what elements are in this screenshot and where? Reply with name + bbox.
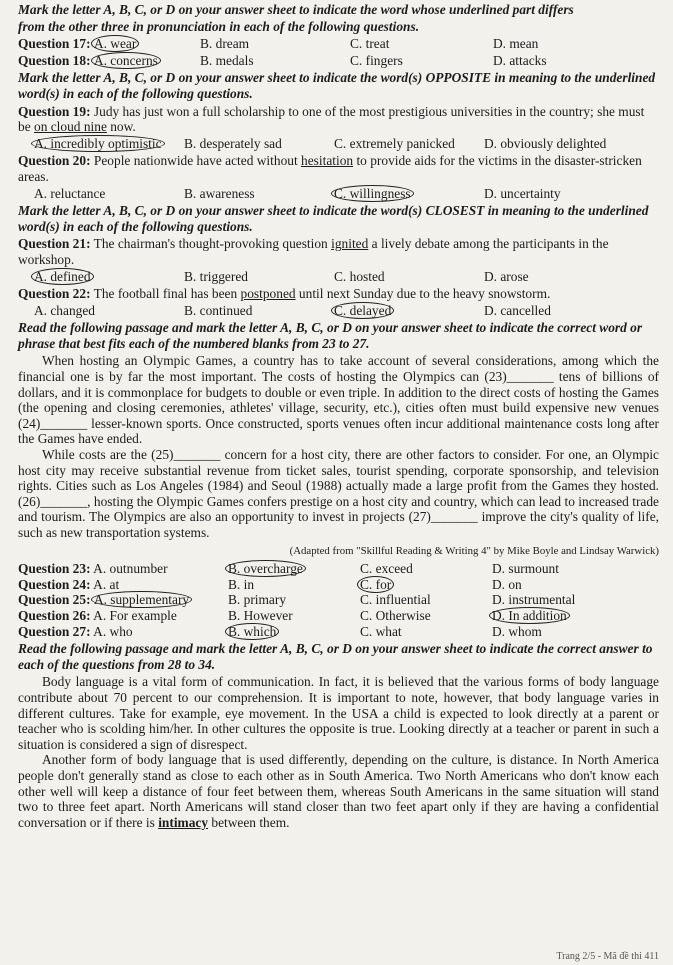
q19-label: Question 19: [18,103,91,119]
q22-option-c[interactable]: C. delayed [331,302,394,319]
instruction-pronunciation-top: Mark the letter A, B, C, or D on your answer sheet to indicate the word whose underlined part differs [18,2,574,17]
q19-options [18,136,659,152]
q27-option-d[interactable]: D. whom [492,623,542,639]
q27-label: Question 27: [18,623,91,639]
q20-label: Question 20: [18,153,91,169]
q25-option-d[interactable]: D. instrumental [492,592,576,608]
q20-option-b[interactable]: B. awareness [184,185,255,201]
q20-option-c[interactable]: C. willingness [331,185,414,202]
q18-option-a[interactable]: A. concerns [91,52,161,69]
q21-underlined: ignited [331,236,369,252]
passage-2-paragraph-2-post: between them. [208,814,290,830]
page-footer: Trang 2/5 - Mã đề thi 411 [556,951,659,963]
q26-option-a[interactable]: A. For example [93,607,177,623]
q18-option-b[interactable]: B. medals [200,52,254,68]
instruction-pronunciation-cont: from the other three in pronunciation in each of the following questions. [18,18,420,34]
q25-label: Question 25: [18,592,91,608]
q22-option-b[interactable]: B. continued [184,302,253,318]
answer-grid-23-27 [18,561,659,639]
q26-option-b[interactable]: B. However [228,607,293,623]
question-20 [18,153,659,184]
q24-label: Question 24: [18,576,91,592]
passage-2-paragraph-2 [18,752,659,830]
question-22 [18,286,659,302]
q17-option-b[interactable]: B. dream [200,36,250,52]
q23-option-a[interactable]: A. outnumber [93,561,168,577]
q19-option-b[interactable]: B. desperately sad [184,135,282,151]
question-17 [18,36,659,52]
q21-stem-pre: The chairman's thought-provoking question [93,236,332,252]
q21-option-c[interactable]: C. hosted [334,268,385,284]
q19-option-a[interactable]: A. incredibly optimistic [31,135,165,152]
q24-option-c[interactable]: C. for [357,576,394,593]
q20-stem-pre: People nationwide have acted without [93,153,302,169]
q24-option-b[interactable]: B. in [228,576,255,592]
passage-2-paragraph-1: Body language is a vital form of communication. In fact, it is believed that the various forms of body language contribute about 70 percent to our comprehension. It is important to note, however, that body language varies in different cultures. Take for example, eye movement. In the USA a child is expected to look directly at a parent or teacher who is scolding him/her. In other cultures the opposite is true. Looking directly at a teacher or parent in such a situation is considered a sign of disrespect. [18,674,659,752]
q25-option-c[interactable]: C. influential [360,592,431,608]
q22-options [18,303,659,319]
q25-option-a[interactable]: A. supplementary [91,591,192,608]
q26-option-c[interactable]: C. Otherwise [360,607,431,623]
q20-option-a[interactable]: A. reluctance [34,185,106,201]
q22-stem-pre: The football final has been [93,286,241,302]
q23-option-b[interactable]: B. overcharge [225,560,306,577]
instruction-opposite: Mark the letter A, B, C, or D on your answer sheet to indicate the word(s) OPPOSITE in meaning to the underlined word(s) in each of the following questions. [18,70,656,101]
passage-1-paragraph-2: While costs are the (25)_______ concern for a host city, there are other factors to consider. For one, an Olympic host city may receive substantial revenue from ticket sales, tourist spending, corporate sponsorship, and television rights. Cities such as Los Angeles (1984) and Seoul (1988) actually made a large profit from the Games they hosted. (26)_______, hosting the Olympic Games confers prestige on a host city and country, which can lead to increased trade and tourism. The Olympics are also an opportunity to invest in projects (27)_______ improve the city's quality of life, such as new transportation systems. [18,447,659,540]
question-18 [18,53,659,69]
q19-underlined: on cloud nine [34,119,107,135]
instruction-passage-1: Read the following passage and mark the letter A, B, C, or D on your answer sheet to indicate the correct word or phrase that best fits each of the numbered blanks from 23 to 27. [18,320,643,351]
q25-option-b[interactable]: B. primary [228,592,287,608]
q26-label: Question 26: [18,607,91,623]
q18-option-c[interactable]: C. fingers [350,52,403,68]
q24-option-d[interactable]: D. on [492,576,522,592]
q21-options [18,269,659,285]
q21-stem-post: a lively debate among the participants in the workshop. [18,236,609,267]
q18-option-d[interactable]: D. attacks [493,52,547,68]
q19-stem-pre: Judy has just won a full scholarship to one of the most prestigious universities in the country; she must be [18,103,645,135]
q27-option-c[interactable]: C. what [360,623,402,639]
passage-2-underlined-intimacy: intimacy [158,814,209,830]
q19-option-d[interactable]: D. obviously delighted [484,135,607,151]
q24-option-a[interactable]: A. at [93,576,120,592]
q22-label: Question 22: [18,286,91,302]
instruction-passage-2: Read the following passage and mark the letter A, B, C, or D on your answer sheet to indicate the correct answer to each of the questions from 28 to 34. [18,641,653,672]
q20-underlined: hesitation [301,153,354,169]
question-21 [18,236,659,267]
q19-stem-post: now. [106,119,136,135]
q22-option-a[interactable]: A. changed [34,302,95,318]
q21-option-b[interactable]: B. triggered [184,268,248,284]
q20-stem-post: to provide aids for the victims in the disaster-stricken areas. [18,153,642,184]
q23-option-d[interactable]: D. surmount [492,561,559,577]
q19-option-c[interactable]: C. extremely panicked [334,135,455,151]
q21-option-a[interactable]: A. defined [31,268,94,285]
q18-label: Question 18: [18,52,91,68]
q22-option-d[interactable]: D. cancelled [484,302,551,318]
question-19 [18,104,659,135]
passage-1-paragraph-1: When hosting an Olympic Games, a country has to take account of several considerations, among which the financial one is by far the most important. The costs of hosting the Olympics can (23)_______ tens of billions of dollars, and it is commonplace for budgets to double or even triple. In addition to the direct costs of hosting the Games (the opening and closing ceremonies, athletes' village, security, etc.), cities often must build expensive new venues (24)_______ lesser-known sports. Once constructed, sports venues often incur additional maintenance costs long after the Games have ended. [18,353,659,447]
q23-label: Question 23: [18,561,91,577]
q17-option-c[interactable]: C. treat [350,36,390,52]
passage-2-paragraph-2-pre: Another form of body language that is used differently, depending on the culture, is distance. In North America people don't generally stand as close to each other as in South America. Two North Americans who don't know each other well will keep a distance of four feet between them, whereas South Americans in the same situation will stand two to three feet apart. North Americans will stand closer than two feet apart only if they are having a confidential conversation or if there is [18,752,659,830]
q17-option-d[interactable]: D. mean [493,36,539,52]
q21-label: Question 21: [18,236,91,252]
q17-option-a[interactable]: A. wear [91,35,139,52]
passage-1-source: (Adapted from "Skillful Reading & Writing 4" by Mike Boyle and Lindsay Warwick) [289,544,659,557]
q20-option-d[interactable]: D. uncertainty [484,185,561,201]
q27-option-a[interactable]: A. who [93,623,133,639]
q17-label: Question 17: [18,36,91,52]
q20-options [18,186,659,202]
q22-underlined: postponed [240,286,296,302]
q26-option-d[interactable]: D. In addition [489,607,570,624]
q22-stem-post: until next Sunday due to the heavy snowstorm. [295,286,551,302]
instruction-closest: Mark the letter A, B, C, or D on your answer sheet to indicate the word(s) CLOSEST in meaning to the underlined word(s) in each of the following questions. [18,203,649,234]
q21-option-d[interactable]: D. arose [484,268,529,284]
q23-option-c[interactable]: C. exceed [360,561,413,577]
exam-page [0,2,673,961]
q27-option-b[interactable]: B. which [225,623,279,640]
